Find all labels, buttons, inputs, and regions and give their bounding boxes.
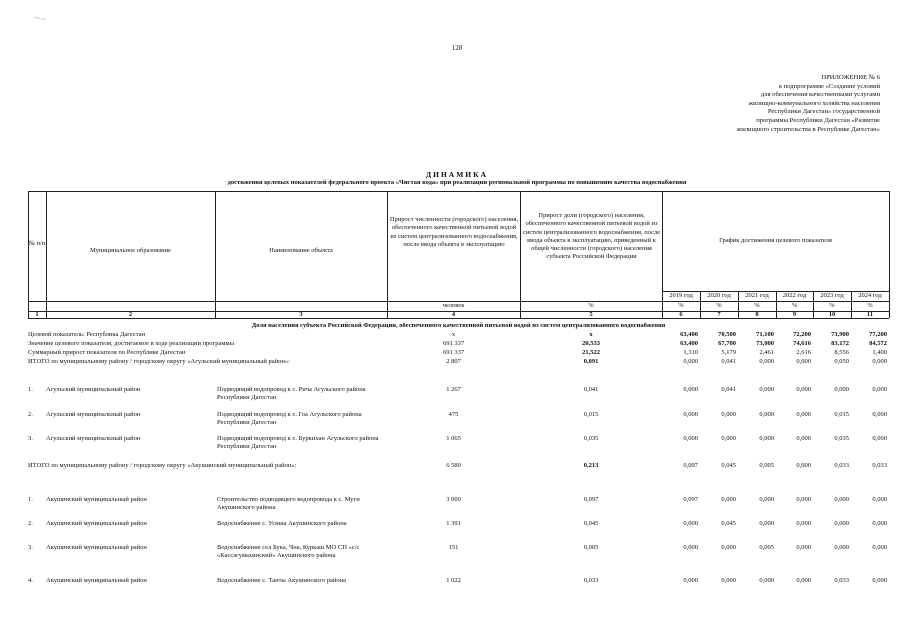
cell-year: 0,000 [796,358,811,365]
cell-year: 0,000 [683,544,698,551]
row-label: Целевой показатель: Республика Дагестан [28,331,146,338]
row-number: 4. [28,577,33,584]
header-municipality: Муниципальное образование [90,247,171,254]
cell-year: 0,045 [721,520,736,527]
cell-year: 0,000 [796,496,811,503]
unit-label: % [678,302,684,309]
cell-population: х [451,331,456,338]
cell-population: 6 580 [446,462,461,469]
cell-year: 0,000 [759,520,774,527]
header-population-growth: Прирост численности (городского) населения, обеспеченного качественной питьевой водой из систем централизованного водоснабжения, после ввода объекта в эксплуатацию [389,216,519,248]
cell-year: 0,000 [834,496,849,503]
cell-municipality: Агульский муниципальный район [46,386,141,393]
column-number: 5 [589,311,593,318]
column-number: 1 [35,311,39,318]
cell-year: 74,616 [793,340,811,347]
cell-share: 0,097 [583,496,599,503]
cell-year: 0,000 [796,520,811,527]
cell-object: Подводящий водопровод к с. Гоа Агульского района Республики Дагестан [217,411,362,426]
cell-municipality: Агульский муниципальный район [46,435,141,442]
cell-year: 0,000 [759,496,774,503]
cell-year: 0,000 [796,462,811,469]
cell-year: 0,000 [872,386,887,393]
year-header: 2019 год [669,292,693,299]
header-num: № п/п [28,240,46,247]
page-number: 128 [451,44,463,52]
cell-year: 1,400 [872,349,887,356]
unit-label: % [754,302,760,309]
cell-year: 0,000 [683,358,698,365]
year-header: 2020 год [707,292,731,299]
col-line [520,191,521,318]
cell-year: 0,000 [872,435,887,442]
cell-share: 0,045 [583,520,599,527]
year-header: 2021 год [745,292,769,299]
row-label: ИТОГО по муниципальному району / городскому округу «Агульский муниципальный район»: [28,358,290,365]
row-number: 3. [28,544,33,551]
cell-year: 0,000 [683,411,698,418]
row-label: Суммарный прирост показателя по Республике Дагестан [28,349,186,356]
cell-year: 0,000 [683,577,698,584]
cell-year: 0,000 [872,496,887,503]
cell-municipality: Акушинский муниципальный район [46,520,147,527]
cell-year: 0,005 [759,462,774,469]
cell-year: 0,000 [759,435,774,442]
cell-share: х [589,331,593,338]
column-number: 10 [828,311,836,318]
cell-year: 0,000 [683,520,698,527]
document-title: ДИНАМИКА [425,170,488,179]
cell-object: Строительство подводящего водопровода к с. Муги Акушинского района [217,496,360,511]
cell-year: 1,310 [683,349,698,356]
cell-year: 0,033 [872,462,887,469]
row-number: 2. [28,411,33,418]
year-header: 2022 год [782,292,807,299]
cell-share: 0,213 [583,462,599,469]
column-number: 7 [717,311,721,318]
cell-year: 0,000 [872,358,887,365]
column-number: 2 [128,311,133,318]
cell-year: 0,097 [683,462,698,469]
appendix-line: жилищно-коммунального хозяйства населения [748,99,880,107]
column-number: 4 [451,311,456,318]
cell-share: 20,533 [582,340,600,347]
appendix-line: программы Республики Дагестан «Развитие [756,116,880,124]
cell-year: 0,000 [796,577,811,584]
cell-year: 2,616 [796,349,811,356]
cell-year: 0,000 [796,386,811,393]
cell-share: 21,522 [582,349,600,356]
appendix-line: для обеспечения качественными услугами [760,91,880,99]
cell-year: 0,000 [834,520,849,527]
cell-year: 0,015 [834,411,849,418]
cell-year: 83,172 [831,340,849,347]
row-number: 1. [28,386,33,393]
unit-label: % [867,302,873,309]
cell-year: 0,000 [759,358,774,365]
appendix-line: жилищного строительства в Республике Дагестан» [736,125,880,133]
cell-year: 0,005 [759,544,774,551]
cell-year: 0,000 [721,411,736,418]
cell-year: 0,033 [834,462,849,469]
cell-object: Водоснабжение сел Бука, Чна, Куркаш МО СП «с/с «Кассагумахинский» Акушинского района [217,544,360,559]
header-share-growth: Прирост доли (городского) населения, обеспеченного качественной питьевой водой из систем централизованного водоснабжения, после ввода объекта в эксплуатацию, приведенный к общей численности (городского) населения субъекта Российской Федерации [522,212,661,261]
cell-municipality: Акушинский муниципальный район [46,496,147,503]
cell-population: 3 000 [446,496,461,503]
row-number: 3. [28,435,33,442]
cell-year: 0,000 [796,544,811,551]
cell-object: Подводящий водопровод к с. Рича Агульского района Республики Дагестан [217,386,366,401]
cell-year: 0,000 [872,577,887,584]
unit-label: человек [442,302,465,309]
column-number: 3 [299,311,303,318]
cell-year: 0,050 [834,358,849,365]
appendix-line: ПРИЛОЖЕНИЕ № 6 [821,74,880,81]
cell-population: 1 065 [446,435,461,442]
cell-population: 2 807 [446,358,461,365]
unit-label: % [791,302,798,309]
cell-year: 0,041 [721,358,736,365]
header-object: Наименование объекта [269,247,333,254]
cell-year: 77,200 [869,331,887,338]
cell-year: 84,572 [869,340,887,347]
cell-year: 63,400 [680,340,698,347]
cell-year: 67,700 [718,340,736,347]
cell-year: 0,000 [834,386,849,393]
corner-scribble: ~·~ [33,12,47,25]
cell-year: 0,000 [721,496,736,503]
cell-share: 0,091 [583,358,599,365]
cell-object: Подводящий водопровод к с. Буркихан Агульского района Республики Дагестан [217,435,379,450]
cell-population: 1 022 [446,577,461,584]
cell-year: 0,000 [683,386,698,393]
cell-share: 0,015 [583,411,599,418]
unit-label: % [588,302,594,309]
column-number: 9 [792,311,797,318]
cell-year: 0,000 [721,435,736,442]
cell-year: 72,200 [793,331,811,338]
cell-year: 73,900 [831,331,849,338]
column-number: 8 [755,311,759,318]
cell-population: 1 391 [446,520,461,527]
cell-year: 0,000 [872,544,887,551]
cell-year: 0,000 [872,520,887,527]
row-label: ИТОГО по муниципальному району / городскому округу «Акушинский муниципальный район»: [28,462,297,469]
cell-population: 1 267 [446,386,461,393]
unit-label: % [829,302,835,309]
appendix-line: Республики Дагестан» государственной [767,108,880,116]
cell-object: Водоснабжение с. Усиша Акушинского района [217,520,347,527]
col-line [387,191,388,318]
col-line [889,191,890,318]
appendix-line: к подпрограмме «Создание условий [778,82,880,90]
cell-municipality: Агульский муниципальный район [46,411,141,418]
cell-year: 0,000 [834,544,849,551]
cell-year: 0,000 [796,435,811,442]
cell-year: 0,000 [683,435,698,442]
cell-year: 0,000 [759,577,774,584]
cell-year: 0,045 [721,462,736,469]
cell-year: 70,500 [718,331,736,338]
cell-population: 691 337 [442,349,465,356]
header-schedule: График достижения целевого показателя [719,237,832,244]
cell-share: 0,035 [583,435,599,442]
year-header: 2023 год [820,292,844,299]
column-number: 11 [866,311,874,318]
cell-share: 0,041 [583,386,599,393]
cell-year: 63,400 [680,331,698,338]
col-line [28,191,29,318]
row-number: 1. [28,496,33,503]
cell-year: 5,179 [721,349,736,356]
table-top-border [28,191,889,192]
cell-year: 71,100 [756,331,774,338]
cell-municipality: Акушинский муниципальный район [46,577,147,584]
row-label: Значение целевого показателя, достигаемое в ходе реализации программы [28,340,234,347]
cell-year: 0,000 [721,577,736,584]
year-header: 2024 год [858,292,882,299]
cell-population: 691 337 [442,340,465,347]
cell-municipality: Акушинский муниципальный район [46,544,147,551]
section-title: Доля населения субъекта Российской Федерации, обеспеченного качественной питьевой водой из систем централизованного водоснабжения [251,322,666,329]
row-number: 2. [28,520,33,527]
cell-year: 0,000 [759,411,774,418]
cell-year: 0,000 [872,411,887,418]
column-number: 6 [679,311,683,318]
cell-year: 0,033 [834,577,849,584]
cell-year: 0,041 [721,386,736,393]
cell-year: 0,000 [796,411,811,418]
cell-year: 0,000 [721,544,736,551]
appendix-note [680,74,880,134]
cell-share: 0,033 [583,577,599,584]
cell-year: 2,461 [759,349,774,356]
cell-year: 0,000 [759,386,774,393]
cell-year: 73,000 [756,340,774,347]
unit-label: % [716,302,722,309]
document-subtitle: достижения целевых показателей федерального проекта «Чистая вода» при реализации региональной программы по повышению качества водоснабжения [227,179,687,186]
cell-population: 151 [448,544,459,551]
cell-share: 0,005 [583,544,599,551]
cell-year: 0,035 [834,435,849,442]
cell-year: 0,097 [683,496,698,503]
cell-population: 475 [448,411,459,418]
cell-year: 8,556 [834,349,849,356]
cell-object: Водоснабжение с. Танты Акушинского района [217,577,346,584]
